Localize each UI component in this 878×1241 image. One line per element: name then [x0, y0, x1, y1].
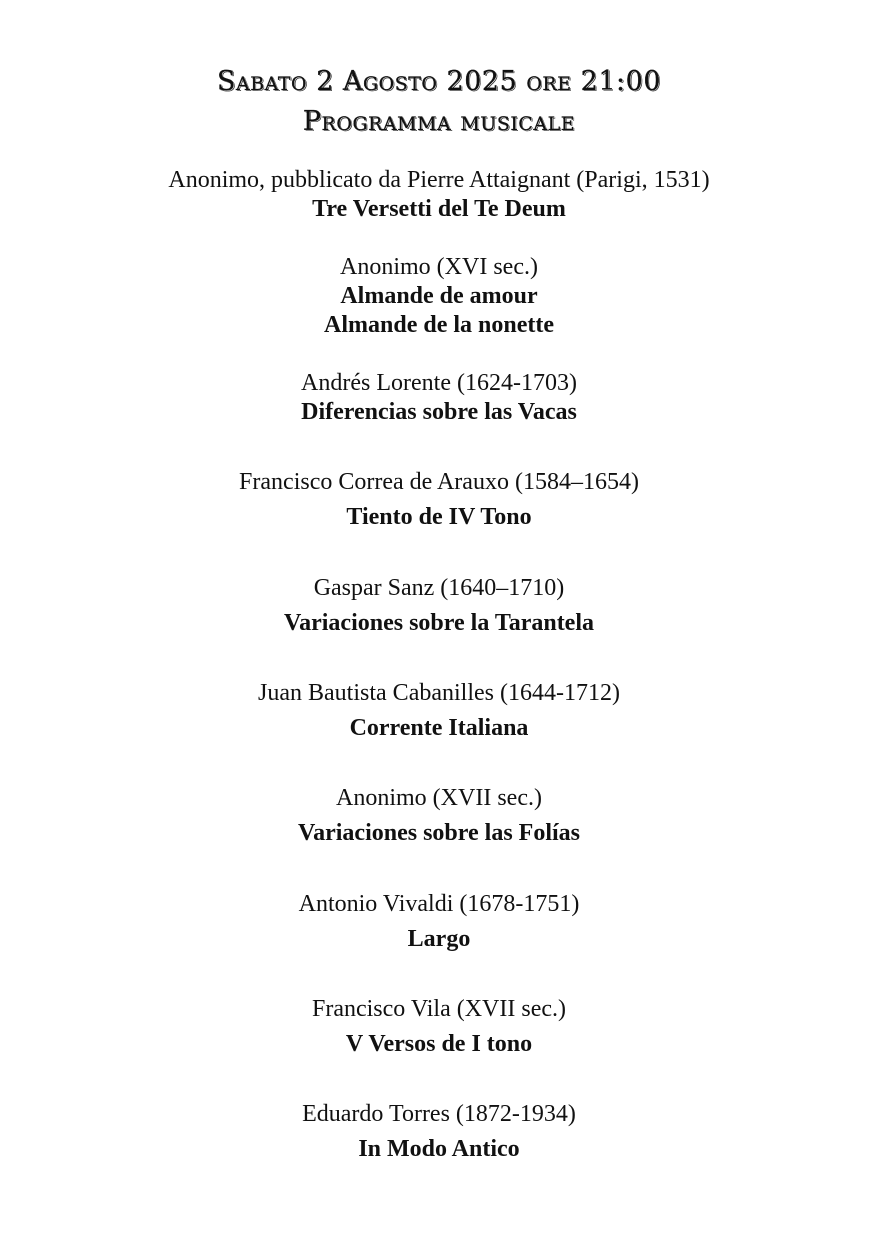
work-title: Tre Versetti del Te Deum [312, 196, 566, 222]
page-header [0, 62, 878, 142]
work-title: Almande de amour [340, 283, 538, 309]
work-title: Corrente Italiana [349, 715, 529, 741]
program-title: Programma musicale [302, 106, 576, 137]
program-entry-4 [0, 468, 878, 532]
work-title: Variaciones sobre la Tarantela [283, 610, 595, 636]
work-title: Tiento de IV Tono [346, 504, 532, 530]
composer-name: Anonimo (XVI sec.) [340, 254, 538, 280]
work-title: Variaciones sobre las Folías [297, 820, 580, 846]
work-title: V Versos de I tono [345, 1031, 533, 1057]
work-title: Diferencias sobre las Vacas [301, 399, 577, 425]
composer-name: Juan Bautista Cabanilles (1644-1712) [258, 680, 620, 706]
program-entry-7 [0, 784, 878, 848]
program-entry-3 [0, 369, 878, 427]
program-entry-8 [0, 890, 878, 954]
composer-name: Gaspar Sanz (1640–1710) [313, 575, 565, 601]
work-title: Almande de la nonette [324, 312, 554, 338]
program-entry-5 [0, 574, 878, 638]
work-title: In Modo Antico [358, 1136, 520, 1162]
work-title: Largo [407, 926, 471, 952]
composer-name: Antonio Vivaldi (1678-1751) [298, 891, 580, 917]
composer-name: Eduardo Torres (1872-1934) [302, 1101, 576, 1127]
composer-name: Anonimo (XVII sec.) [336, 785, 542, 811]
program-entry-9 [0, 995, 878, 1059]
program-entry-6 [0, 679, 878, 743]
composer-name: Andrés Lorente (1624-1703) [301, 370, 577, 396]
event-date-title: Sabato 2 Agosto 2025 ore 21:00 [217, 66, 661, 97]
program-entry-10 [0, 1100, 878, 1164]
composer-name: Francisco Vila (XVII sec.) [311, 996, 567, 1022]
composer-name: Francisco Correa de Arauxo (1584–1654) [239, 469, 639, 495]
program-entry-1 [0, 166, 878, 224]
program-entry-2 [0, 253, 878, 340]
composer-name: Anonimo, pubblicato da Pierre Attaignant (Parigi, 1531) [168, 167, 710, 193]
